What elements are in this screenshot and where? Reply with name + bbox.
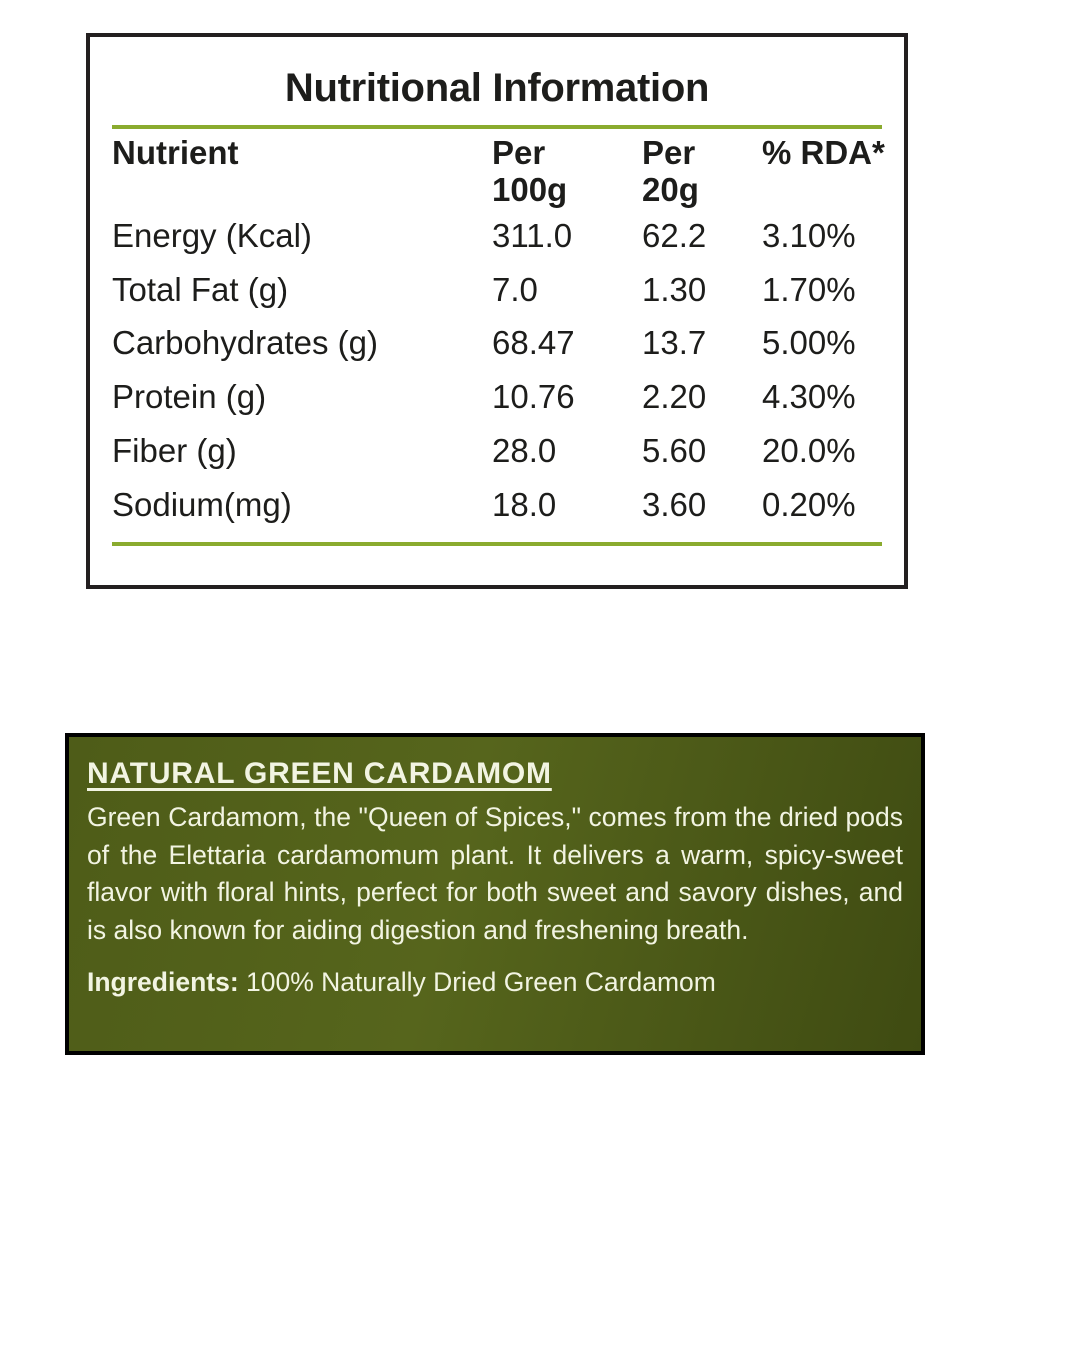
table-row: [90, 370, 934, 424]
product-description-text: Green Cardamom, the "Queen of Spices," comes from the dried pods of the Elettaria cardamomum plant. It delivers a warm, spicy-sweet flavor with floral hints, perfect for both sweet and savory dishes, and is also known for aiding digestion and freshening breath.: [87, 802, 903, 945]
product-name-heading: NATURAL GREEN CARDAMOM: [87, 757, 552, 790]
nutrient-per-100g: 18.0: [492, 485, 557, 523]
nutrient-per-20g: 3.60: [642, 485, 707, 523]
nutrient-per-100g: 68.47: [492, 324, 575, 362]
nutrient-per-100g: 7.0: [492, 270, 538, 308]
ingredients-line: [87, 964, 903, 1001]
nutrition-title: Nutritional Information: [284, 66, 710, 110]
table-row: [90, 424, 934, 478]
nutrient-rda: 4.30%: [762, 378, 856, 416]
column-header-rda: % RDA*: [762, 134, 885, 171]
divider-bottom: [112, 542, 882, 546]
nutrient-per-100g: 311.0: [492, 216, 573, 254]
nutrient-per-20g: 5.60: [642, 432, 707, 470]
nutrition-table: [90, 135, 934, 532]
ingredients-value: 100% Naturally Dried Green Cardamom: [246, 966, 716, 997]
nutrient-name: Protein (g): [112, 378, 267, 416]
nutrition-panel: [86, 33, 908, 589]
nutrient-name: Sodium(mg): [112, 485, 292, 523]
ingredients-label: Ingredients:: [87, 966, 239, 997]
nutrient-name: Carbohydrates (g): [112, 324, 378, 362]
divider-top: [112, 125, 882, 129]
nutrient-rda: 3.10%: [762, 216, 856, 254]
column-header-per-20g-line2: 20g: [642, 170, 699, 208]
nutrient-name: Energy (Kcal): [112, 216, 312, 254]
nutrient-rda: 20.0%: [762, 432, 856, 470]
nutrient-per-20g: 62.2: [642, 216, 707, 254]
nutrient-name: Fiber (g): [112, 432, 237, 470]
nutrient-per-100g: 28.0: [492, 432, 557, 470]
column-header-nutrient: Nutrient: [112, 134, 239, 171]
table-row: [90, 263, 934, 317]
nutrient-per-100g: 10.76: [492, 378, 575, 416]
nutrient-name: Total Fat (g): [112, 270, 289, 308]
column-header-per-100g: [492, 135, 642, 209]
column-header-per-20g: [642, 135, 762, 209]
table-header-row: [90, 135, 934, 209]
nutrient-rda: 5.00%: [762, 324, 856, 362]
table-row: [90, 209, 934, 263]
nutrient-per-20g: 1.30: [642, 270, 707, 308]
product-description-panel: [65, 733, 925, 1055]
table-row: [90, 478, 934, 532]
column-header-per-100g-line1: Per: [492, 134, 546, 171]
column-header-per-20g-line1: Per: [642, 134, 696, 171]
nutrient-per-20g: 2.20: [642, 378, 707, 416]
nutrient-rda: 0.20%: [762, 485, 856, 523]
column-header-per-100g-line2: 100g: [492, 170, 568, 208]
table-row: [90, 316, 934, 370]
nutrient-rda: 1.70%: [762, 270, 856, 308]
nutrient-per-20g: 13.7: [642, 324, 707, 362]
